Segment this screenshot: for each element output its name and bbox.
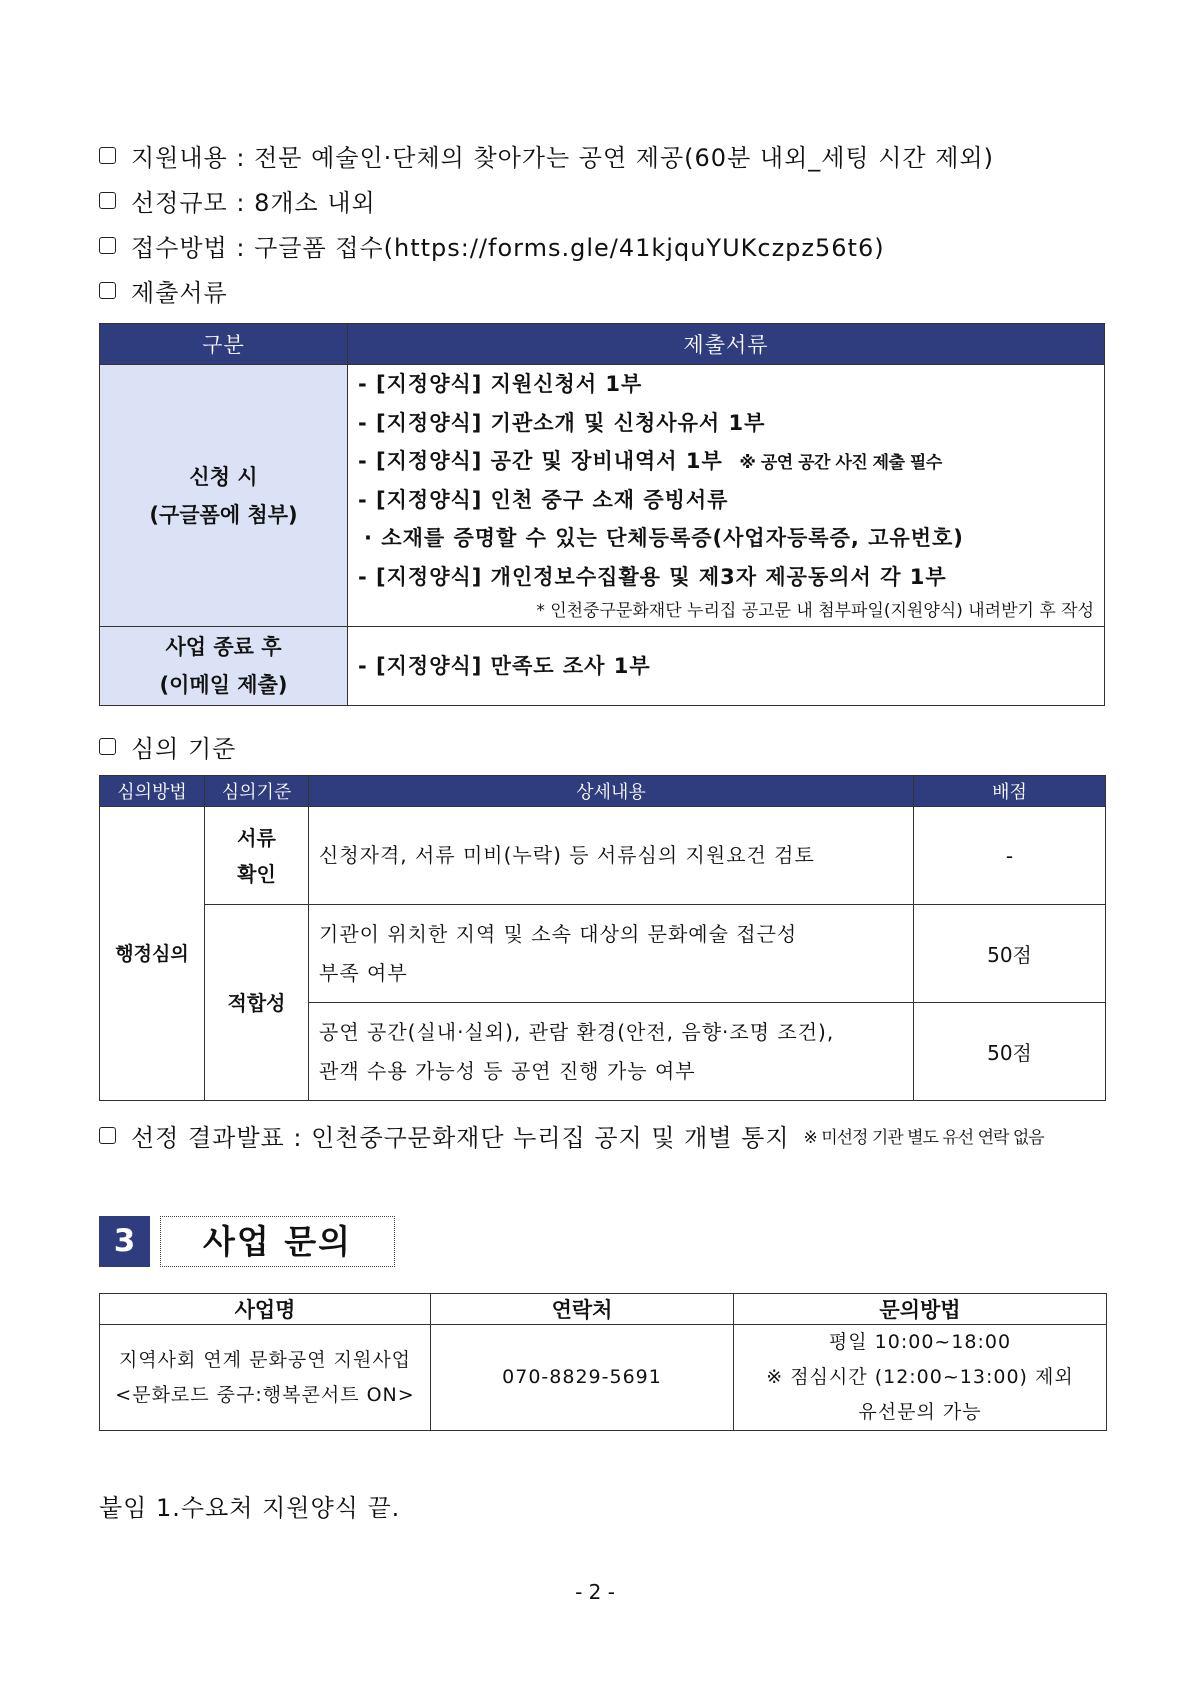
contact-hours-line: 평일 10:00~18:00 <box>828 1331 1012 1353</box>
review-table <box>99 775 1106 1101</box>
item-scale-text: 선정규모 : 8개소 내외 <box>131 189 376 217</box>
item-review-text: 심의 기준 <box>131 735 237 763</box>
review-score-3: 50점 <box>914 1003 1106 1101</box>
item-result-note: ※ 미선정 기관 별도 유선 연락 없음 <box>803 1128 1044 1148</box>
review-method: 행정심의 <box>100 807 205 1101</box>
checkbox-icon <box>99 192 116 209</box>
doc-line: - [지정양식] 만족도 조사 1부 <box>358 653 651 678</box>
doc-line: · 소재를 증명할 수 있는 단체등록증(사업자등록증, 고유번호) <box>364 526 964 550</box>
doc-line-text: - [지정양식] 공간 및 장비내역서 1부 <box>358 449 723 473</box>
docs-header-category: 구분 <box>100 324 348 365</box>
item-content-text: 지원내용 : 전문 예술인·단체의 찾아가는 공연 제공(60분 내외_세팅 시간 제외) <box>131 144 994 172</box>
item-result-text: 선정 결과발표 : 인천중구문화재단 누리집 공지 및 개별 통지 <box>131 1124 790 1152</box>
contact-name <box>100 1325 431 1431</box>
docs-header-documents: 제출서류 <box>348 324 1105 365</box>
review-detail-line: 부족 여부 <box>319 960 408 985</box>
page-number: - 2 - <box>575 1580 615 1604</box>
review-header-detail: 상세내용 <box>309 776 914 807</box>
contact-phone: 070-8829-5691 <box>431 1325 734 1431</box>
review-detail-line: 공연 공간(실내·실외), 관람 환경(안전, 음향·조명 조건), <box>319 1019 835 1044</box>
checkbox-icon <box>99 237 116 254</box>
checkbox-icon <box>99 282 116 299</box>
item-content <box>99 138 994 173</box>
item-docs-text: 제출서류 <box>131 279 228 307</box>
item-review <box>99 729 236 764</box>
review-header-score: 배점 <box>914 776 1106 807</box>
review-criteria-fit: 적합성 <box>205 905 309 1101</box>
section-title: 사업 문의 <box>160 1216 395 1267</box>
docs-table <box>99 323 1105 706</box>
contact-hours <box>734 1325 1107 1431</box>
contact-table <box>99 1293 1107 1431</box>
docs-row2-label-line: (이메일 제출) <box>159 673 288 697</box>
contact-name-line: 지역사회 연계 문화공연 지원사업 <box>118 1348 412 1371</box>
checkbox-icon <box>99 1127 116 1144</box>
section-number: 3 <box>99 1216 150 1267</box>
review-criteria-docs <box>205 807 309 905</box>
item-method-text: 접수방법 : 구글폼 접수(https://forms.gle/41kjquYUKczpz56t6) <box>131 234 885 262</box>
docs-row1-label-line: 신청 시 <box>189 464 258 489</box>
review-score-1: - <box>914 807 1106 905</box>
review-criteria-line: 확인 <box>237 861 276 886</box>
doc-inline-note: ※ 공연 공간 사진 제출 필수 <box>739 453 942 473</box>
contact-name-line: <문화로드 중구:행복콘서트 ON> <box>115 1383 415 1406</box>
doc-line: - [지정양식] 인천 중구 소재 증빙서류 <box>358 487 729 512</box>
review-criteria-line: 서류 <box>237 825 276 850</box>
review-detail-line: 기관이 위치한 지역 및 소속 대상의 문화예술 접근성 <box>319 921 798 946</box>
doc-line <box>358 442 1094 481</box>
contact-header-method: 문의방법 <box>734 1294 1107 1325</box>
review-score-2: 50점 <box>914 905 1106 1003</box>
docs-row2-content <box>348 627 1105 706</box>
doc-foot-note: * 인천중구문화재단 누리집 공고문 내 첨부파일(지원양식) 내려받기 후 작성 <box>536 601 1094 621</box>
item-scale <box>99 183 376 218</box>
review-header-criteria: 심의기준 <box>205 776 309 807</box>
contact-header-name: 사업명 <box>100 1294 431 1325</box>
docs-row2-label-line: 사업 종료 후 <box>165 635 282 659</box>
review-detail-1: 신청자격, 서류 미비(누락) 등 서류심의 지원요건 검토 <box>309 807 914 905</box>
review-detail-line: 관객 수용 가능성 등 공연 진행 가능 여부 <box>319 1058 696 1083</box>
docs-row1-label-line: (구글폼에 첨부) <box>149 502 298 527</box>
contact-hours-line: 유선문의 가능 <box>858 1401 982 1423</box>
checkbox-icon <box>99 147 116 164</box>
item-docs <box>99 273 228 308</box>
contact-hours-line: ※ 점심시간 (12:00~13:00) 제외 <box>766 1366 1074 1388</box>
docs-row1-content <box>348 365 1105 627</box>
review-header-method: 심의방법 <box>100 776 205 807</box>
doc-line: - [지정양식] 기관소개 및 신청사유서 1부 <box>358 410 766 435</box>
contact-header-phone: 연락처 <box>431 1294 734 1325</box>
checkbox-icon <box>99 738 116 755</box>
item-method <box>99 228 885 263</box>
review-detail-3 <box>309 1003 914 1101</box>
attachment-line: 붙임 1.수요처 지원양식 끝. <box>99 1494 401 1522</box>
docs-row2-label <box>100 627 348 706</box>
review-detail-2 <box>309 905 914 1003</box>
item-result <box>99 1118 1044 1153</box>
docs-row1-label <box>100 365 348 627</box>
doc-line: - [지정양식] 지원신청서 1부 <box>358 372 643 396</box>
doc-line: - [지정양식] 개인정보수집활용 및 제3자 제공동의서 각 1부 <box>358 564 947 589</box>
